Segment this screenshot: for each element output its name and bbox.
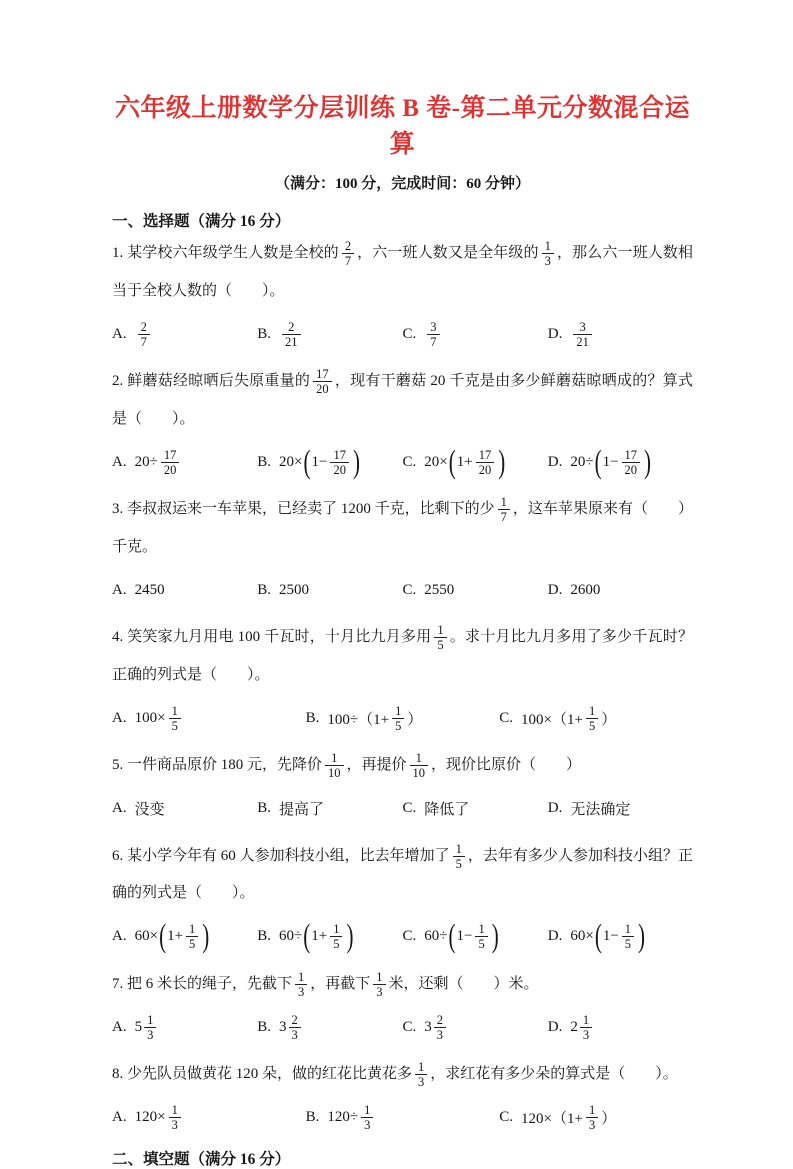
option xyxy=(499,1103,693,1132)
tall-paren: ) xyxy=(202,917,210,955)
section-heading-fill-blank: 二、填空题（满分 16 分） xyxy=(112,1150,291,1168)
options-row xyxy=(112,570,693,610)
tall-paren: ) xyxy=(352,442,360,480)
tall-paren: ( xyxy=(159,917,167,955)
tall-paren: ) xyxy=(644,442,652,480)
option-label: C. xyxy=(402,325,417,342)
fraction: $\frac{1}{3}$ xyxy=(373,970,385,999)
option-label: B. xyxy=(257,800,272,816)
question-6 xyxy=(112,838,693,957)
option-body: 无法确定 xyxy=(570,802,631,818)
option-label: A. xyxy=(112,800,127,816)
fraction: $\frac{1}{3}$ xyxy=(144,1013,156,1042)
option-body: 20× ( 1− $\frac{17}{20}$ ) xyxy=(279,442,360,480)
option xyxy=(403,320,548,349)
option-label: C. xyxy=(402,800,417,816)
fraction: $\frac{1}{5}$ xyxy=(586,704,598,733)
fraction: $\frac{1}{3}$ xyxy=(295,970,307,999)
fraction: $\frac{17}{20}$ xyxy=(313,367,332,396)
fraction: $\frac{1}{3}$ xyxy=(580,1013,592,1042)
option-label: A. xyxy=(112,581,127,598)
question-4 xyxy=(112,619,693,738)
option-body: 20÷ $\frac{17}{20}$ xyxy=(135,448,183,477)
question-stem: 1. 某学校六年级学生人数是全校的 $\frac{2}{7}$ ，六一班人数又是全年级的 $\frac{1}{3}$ ，那么六一班人数相当于全校人数的（ ）。 xyxy=(112,239,693,299)
mixed-number: 3 $\frac{2}{3}$ xyxy=(424,1013,449,1042)
option-label: B. xyxy=(257,325,272,342)
option-body: 降低了 xyxy=(424,802,470,818)
tall-paren: ( xyxy=(448,917,456,955)
option-label: B. xyxy=(305,1109,320,1125)
option xyxy=(112,448,257,477)
question-stem: 4. 笑笑家九月用电 100 千瓦时，十月比九月多用 $\frac{1}{5}$ 。求十月比九月多用了多少千瓦时？正确的列式是（ ）。 xyxy=(112,623,693,683)
fraction: $\frac{2}{3}$ xyxy=(434,1013,446,1042)
question-7 xyxy=(112,966,693,1048)
fraction: $\frac{2}{7}$ xyxy=(342,239,354,268)
option-label: D. xyxy=(547,325,563,342)
option-label: A. xyxy=(112,709,127,726)
mixed-number: 3 $\frac{2}{3}$ xyxy=(279,1013,304,1042)
fraction: $\frac{1}{3}$ xyxy=(169,1103,181,1132)
option-label: C. xyxy=(402,928,417,944)
option-label: C. xyxy=(402,581,417,598)
option xyxy=(257,582,402,599)
option-body: 提高了 xyxy=(279,802,325,818)
option xyxy=(402,917,548,955)
tall-paren: ( xyxy=(303,442,311,480)
options-row xyxy=(112,698,693,738)
option-label: D. xyxy=(547,800,563,816)
option xyxy=(499,704,693,733)
fraction: $\frac{2}{21}$ xyxy=(282,320,301,349)
fraction: $\frac{1}{5}$ xyxy=(169,704,181,733)
option-body: 2550 xyxy=(424,581,455,598)
option-label: A. xyxy=(112,1109,127,1125)
option-body: 2600 xyxy=(570,581,601,598)
option-body xyxy=(424,1013,449,1042)
question-stem: 2. 鲜蘑菇经晾晒后失原重量的 $\frac{17}{20}$ ，现有干蘑菇 20 千克是由多少鲜蘑菇晾晒成的？算式是（ ）。 xyxy=(112,367,693,427)
option-body: 60÷ ( 1− $\frac{1}{5}$ ) xyxy=(424,917,499,955)
fraction: $\frac{1}{7}$ xyxy=(498,495,510,524)
tall-paren: ) xyxy=(346,917,354,955)
option-label: A. xyxy=(112,325,127,342)
option-label: D. xyxy=(547,928,563,944)
option xyxy=(257,917,402,955)
question-stem: 5. 一件商品原价 180 元，先降价 $\frac{1}{10}$ ，再提价 $\frac{1}{10}$ ，现价比原价（ ） xyxy=(112,751,582,781)
question-8 xyxy=(112,1056,693,1138)
option-body: 60× ( 1+ $\frac{1}{5}$ ) xyxy=(134,917,210,955)
option xyxy=(548,798,693,819)
option xyxy=(402,442,548,480)
fraction: $\frac{1}{5}$ xyxy=(434,623,446,652)
option xyxy=(547,917,693,955)
tall-paren: ) xyxy=(498,442,506,480)
option-body xyxy=(424,320,442,349)
option-label: A. xyxy=(112,928,127,944)
option xyxy=(257,798,402,819)
option-body xyxy=(570,320,595,349)
fraction: $\frac{1}{3}$ xyxy=(586,1103,598,1132)
option-label: A. xyxy=(112,1018,127,1035)
option-body: 100×（1+ $\frac{1}{5}$ ） xyxy=(521,703,617,733)
option-label: B. xyxy=(257,1018,272,1035)
question-stem: 8. 少先队员做黄花 120 朵，做的红花比黄花多 $\frac{1}{3}$ ，求红花有多少朵的算式是（ ）。 xyxy=(112,1060,678,1090)
options-row xyxy=(112,1007,693,1047)
option xyxy=(257,1013,402,1042)
option xyxy=(547,442,693,480)
fraction: $\frac{3}{7}$ xyxy=(427,320,439,349)
option xyxy=(112,320,257,349)
fraction: $\frac{17}{20}$ xyxy=(476,448,495,477)
section-heading-choice: 一、选择题（满分 16 分） xyxy=(112,213,291,230)
option-label: B. xyxy=(257,453,272,470)
fraction: $\frac{1}{3}$ xyxy=(542,239,554,268)
option xyxy=(548,582,693,599)
option xyxy=(112,917,257,955)
option xyxy=(112,1013,257,1042)
option xyxy=(112,798,257,819)
option-label: C. xyxy=(499,709,514,726)
option xyxy=(112,704,306,733)
option-label: C. xyxy=(402,1018,417,1035)
question-1 xyxy=(112,235,693,354)
page-subtitle: （满分：100 分，完成时间：60 分钟） xyxy=(274,176,530,192)
option-body: 60× ( 1− $\frac{1}{5}$ ) xyxy=(570,917,646,955)
question-stem: 6. 某小学今年有 60 人参加科技小组，比去年增加了 $\frac{1}{5}$ ，去年有多少人参加科技小组？正确的列式是（ ）。 xyxy=(112,841,693,901)
option-body: 120× $\frac{1}{3}$ xyxy=(135,1103,184,1132)
tall-paren: ) xyxy=(638,917,646,955)
option-label: A. xyxy=(112,453,127,470)
option xyxy=(306,704,500,733)
options-row xyxy=(112,314,693,354)
option xyxy=(548,1013,693,1042)
fraction: $\frac{1}{3}$ xyxy=(415,1060,427,1089)
fraction: $\frac{1}{5}$ xyxy=(186,922,198,951)
fraction: $\frac{1}{10}$ xyxy=(325,751,344,780)
option-body: 没变 xyxy=(134,802,165,818)
option-label: D. xyxy=(547,1018,563,1035)
tall-paren: ) xyxy=(491,917,499,955)
question-2 xyxy=(112,363,693,482)
fraction: $\frac{1}{5}$ xyxy=(453,842,465,871)
option-body xyxy=(279,320,304,349)
option xyxy=(403,1013,548,1042)
option xyxy=(257,442,402,480)
options-row xyxy=(112,1098,693,1138)
question-stem: 7. 把 6 米长的绳子，先截下 $\frac{1}{3}$ ，再截下 $\frac{1}{3}$ 米，还剩（ ）米。 xyxy=(112,969,539,999)
page-title: 六年级上册数学分层训练 B 卷-第二单元分数混合运算 xyxy=(114,95,690,158)
fraction: $\frac{1}{5}$ xyxy=(622,922,634,951)
fraction: $\frac{17}{20}$ xyxy=(622,448,641,477)
fraction: $\frac{1}{5}$ xyxy=(330,922,342,951)
option-body: 120÷ $\frac{1}{3}$ xyxy=(327,1103,376,1132)
tall-paren: ( xyxy=(594,442,602,480)
option-label: D. xyxy=(547,453,563,470)
tall-paren: ( xyxy=(594,917,602,955)
option-body xyxy=(135,1013,160,1042)
fraction: $\frac{17}{20}$ xyxy=(161,448,180,477)
option xyxy=(403,582,548,599)
option xyxy=(257,320,402,349)
question-5 xyxy=(112,747,693,829)
option-body: 120×（1+ $\frac{1}{3}$ ） xyxy=(521,1103,617,1132)
option-body: 100÷（1+ $\frac{1}{5}$ ） xyxy=(327,703,423,733)
fraction: $\frac{17}{20}$ xyxy=(330,448,349,477)
options-row xyxy=(112,442,693,482)
mixed-number: 2 $\frac{1}{3}$ xyxy=(570,1013,595,1042)
fraction: $\frac{1}{5}$ xyxy=(392,704,404,733)
option-label: B. xyxy=(257,581,272,598)
options-row xyxy=(112,789,693,829)
option-body: 2450 xyxy=(134,581,165,598)
option-label: B. xyxy=(305,709,320,726)
options-row xyxy=(112,917,693,957)
question-stem: 3. 李叔叔运来一车苹果，已经卖了 1200 千克，比剩下的少 $\frac{1}{7}$ ，这车苹果原来有（ ）千克。 xyxy=(112,495,693,555)
fraction: $\frac{2}{3}$ xyxy=(289,1013,301,1042)
option-body xyxy=(570,1013,595,1042)
option-body: 2500 xyxy=(279,581,310,598)
fraction: $\frac{1}{10}$ xyxy=(410,751,429,780)
option-body xyxy=(135,320,153,349)
question-3 xyxy=(112,491,693,610)
fraction: $\frac{3}{21}$ xyxy=(573,320,592,349)
option-label: D. xyxy=(547,581,563,598)
option xyxy=(403,798,548,819)
fraction: $\frac{1}{5}$ xyxy=(475,922,487,951)
option-body: 20× ( 1+ $\frac{17}{20}$ ) xyxy=(424,442,506,480)
tall-paren: ( xyxy=(448,442,456,480)
mixed-number: 5 $\frac{1}{3}$ xyxy=(135,1013,160,1042)
option-label: C. xyxy=(499,1109,514,1125)
tall-paren: ( xyxy=(303,917,311,955)
option xyxy=(112,1103,306,1132)
option xyxy=(306,1103,500,1132)
option-label: B. xyxy=(257,928,272,944)
option-body: 60÷ ( 1+ $\frac{1}{5}$ ) xyxy=(279,917,354,955)
option-body: 20÷ ( 1− $\frac{17}{20}$ ) xyxy=(570,442,652,480)
fraction: $\frac{1}{3}$ xyxy=(361,1103,373,1132)
option-body: 100× $\frac{1}{5}$ xyxy=(135,704,184,733)
option-label: C. xyxy=(402,453,417,470)
option-body xyxy=(279,1013,304,1042)
option xyxy=(548,320,693,349)
fraction: $\frac{2}{7}$ xyxy=(138,320,150,349)
option xyxy=(112,582,257,599)
